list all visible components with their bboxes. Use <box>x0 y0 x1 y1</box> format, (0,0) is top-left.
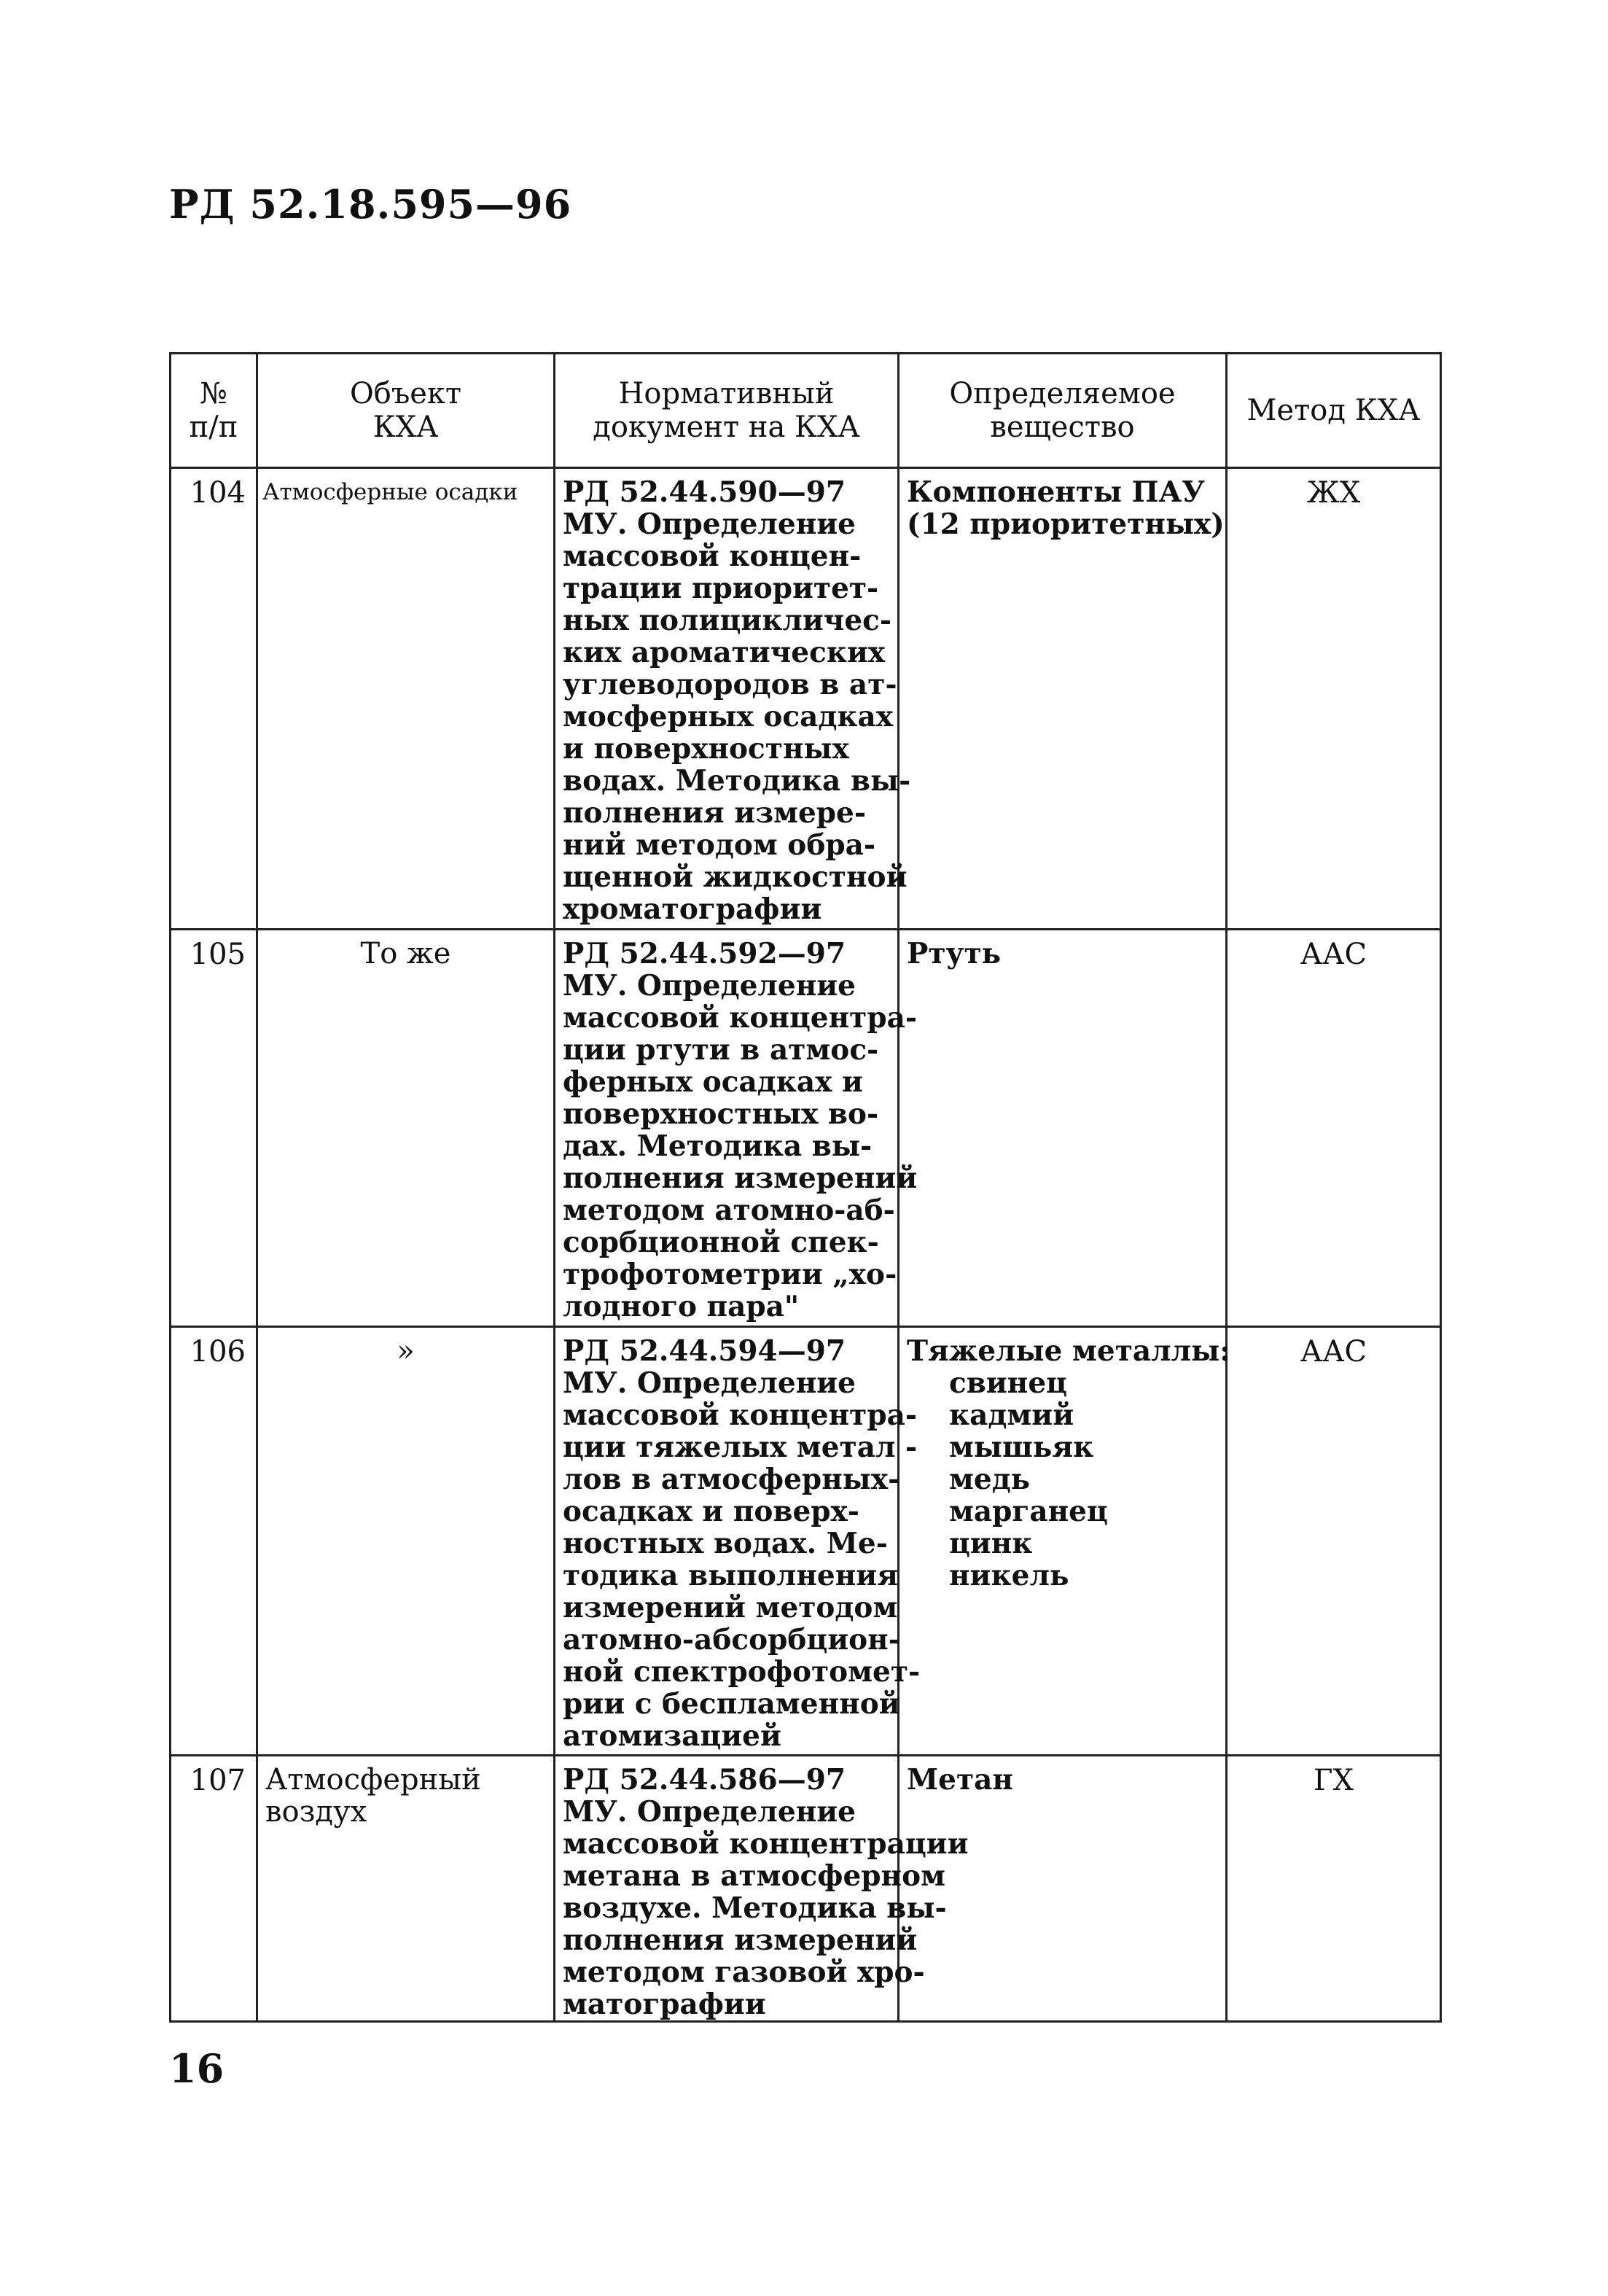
document-line: массовой концентра- <box>563 1398 918 1432</box>
document-line: лов в атмосферных- <box>563 1463 900 1496</box>
header-document-line: Нормативный <box>618 377 835 410</box>
object-line: То же <box>360 937 451 970</box>
table-row <box>171 1756 1441 2022</box>
header-num-line: п/п <box>189 410 238 444</box>
row-method: ААС <box>1227 930 1441 1327</box>
document-code-header: РД 52.18.595—96 <box>169 181 572 227</box>
document-line: ний методом обра- <box>563 828 876 862</box>
document-line: ких ароматических <box>563 636 886 669</box>
document-line: рии с беспламенной <box>563 1687 900 1721</box>
document-line: РД 52.44.586—97 <box>563 1763 846 1797</box>
header-substance-line: вещество <box>990 410 1135 444</box>
row-object <box>257 1756 555 2022</box>
row-number: 107 <box>171 1756 257 2022</box>
document-line: хроматографии <box>563 892 822 926</box>
row-substance <box>899 468 1227 930</box>
document-line: ных полицикличес- <box>563 604 892 637</box>
table-row <box>171 468 1441 930</box>
object-line: Атмосферные осадки <box>262 479 518 505</box>
substance-list-item: медь <box>949 1463 1031 1496</box>
document-line: методом атомно-аб- <box>563 1194 895 1227</box>
document-line: РД 52.44.590—97 <box>563 475 846 509</box>
document-line: поверхностных во- <box>563 1097 879 1131</box>
document-line: МУ. Определение <box>563 1795 856 1829</box>
document-line: массовой концентрации <box>563 1827 969 1861</box>
document-line: лодного пара" <box>563 1290 800 1323</box>
object-line: » <box>397 1334 415 1368</box>
substance-list-item: свинец <box>949 1366 1067 1400</box>
document-line: массовой концентра- <box>563 1001 918 1035</box>
header-object <box>257 354 555 468</box>
document-line: МУ. Определение <box>563 969 856 1003</box>
document-line: ностных водах. Ме- <box>563 1527 888 1560</box>
substance-list-item: мышьяк <box>949 1431 1094 1464</box>
header-method-line: Метод КХА <box>1246 394 1421 427</box>
document-line: ферных осадках и <box>563 1065 863 1099</box>
substance-line: (12 приоритетных) <box>907 507 1225 541</box>
document-line: атомно-абсорбцион- <box>563 1623 900 1657</box>
substance-list-item: никель <box>949 1559 1069 1592</box>
header-num-line: № <box>200 377 227 410</box>
table-header-row <box>171 354 1441 468</box>
row-substance <box>899 1327 1230 1756</box>
row-document <box>555 468 911 930</box>
document-line: щенной жидкостной <box>563 860 908 894</box>
document-line: осадках и поверх- <box>563 1495 859 1528</box>
row-number: 105 <box>171 930 257 1327</box>
document-line: ной спектрофотомет- <box>563 1655 921 1689</box>
header-num <box>171 354 257 468</box>
document-line: трации приоритет- <box>563 572 879 605</box>
header-object-line: Объект <box>349 377 462 410</box>
row-number: 106 <box>171 1327 257 1756</box>
row-method: ААС <box>1227 1327 1441 1756</box>
row-object <box>257 468 555 930</box>
header-document-line: документ на КХА <box>593 410 860 444</box>
row-object <box>257 1327 555 1756</box>
object-line: Атмосферный <box>265 1763 481 1797</box>
row-document <box>555 1756 969 2022</box>
header-document <box>555 354 899 468</box>
table-row <box>171 930 1441 1327</box>
substance-list-item: марганец <box>949 1495 1108 1528</box>
row-document <box>555 930 918 1327</box>
header-substance-line: Определяемое <box>949 377 1176 410</box>
substance-line: Тяжелые металлы: <box>907 1334 1230 1368</box>
header-method <box>1227 354 1441 468</box>
document-line: РД 52.44.594—97 <box>563 1334 846 1368</box>
document-line: трофотометрии „хо- <box>563 1258 897 1291</box>
substance-line: Ртуть <box>907 937 1002 970</box>
document-line: МУ. Определение <box>563 507 856 541</box>
substance-list <box>907 1367 1218 1592</box>
page-number: 16 <box>169 2045 225 2092</box>
row-document <box>555 1327 921 1756</box>
header-substance <box>899 354 1227 468</box>
substance-line: Метан <box>907 1763 1013 1797</box>
substance-list-item: цинк <box>949 1527 1033 1560</box>
row-method: ГХ <box>1227 1756 1441 2022</box>
document-line: полнения измерений <box>563 1161 918 1195</box>
header-object-line: КХА <box>372 410 439 444</box>
document-line: метана в атмосферном <box>563 1859 945 1893</box>
row-substance <box>899 1756 1227 2022</box>
table-row <box>171 1327 1441 1756</box>
substance-list-item: кадмий <box>949 1398 1074 1432</box>
object-line: воздух <box>265 1795 367 1829</box>
substance-line: Компоненты ПАУ <box>907 475 1205 509</box>
document-line: атомизацией <box>563 1719 781 1753</box>
kxa-methods-table <box>169 352 1442 2023</box>
document-line: измерений методом <box>563 1591 898 1624</box>
row-method: ЖХ <box>1227 468 1441 930</box>
document-line: ции ртути в атмос- <box>563 1033 879 1067</box>
row-substance <box>899 930 1227 1327</box>
document-line: ции тяжелых метал - <box>563 1431 918 1464</box>
document-line: матографии <box>563 1988 766 2021</box>
row-object <box>257 930 555 1327</box>
document-line: массовой концен- <box>563 540 862 573</box>
document-line: методом газовой хро- <box>563 1956 925 1989</box>
document-line: сорбционной спек- <box>563 1226 879 1259</box>
document-line: дах. Методика вы- <box>563 1129 873 1163</box>
document-line: воздухе. Методика вы- <box>563 1891 947 1925</box>
document-line: водах. Методика вы- <box>563 764 911 798</box>
document-line: мосферных осадках <box>563 700 894 733</box>
document-line: углеводородов в ат- <box>563 668 897 701</box>
document-line: МУ. Определение <box>563 1366 856 1400</box>
row-number: 104 <box>171 468 257 930</box>
document-line: и поверхностных <box>563 732 849 766</box>
document-line: РД 52.44.592—97 <box>563 937 846 970</box>
document-line: тодика выполнения <box>563 1559 899 1592</box>
document-line: полнения измере- <box>563 796 867 830</box>
document-line: полнения измерений <box>563 1923 918 1957</box>
